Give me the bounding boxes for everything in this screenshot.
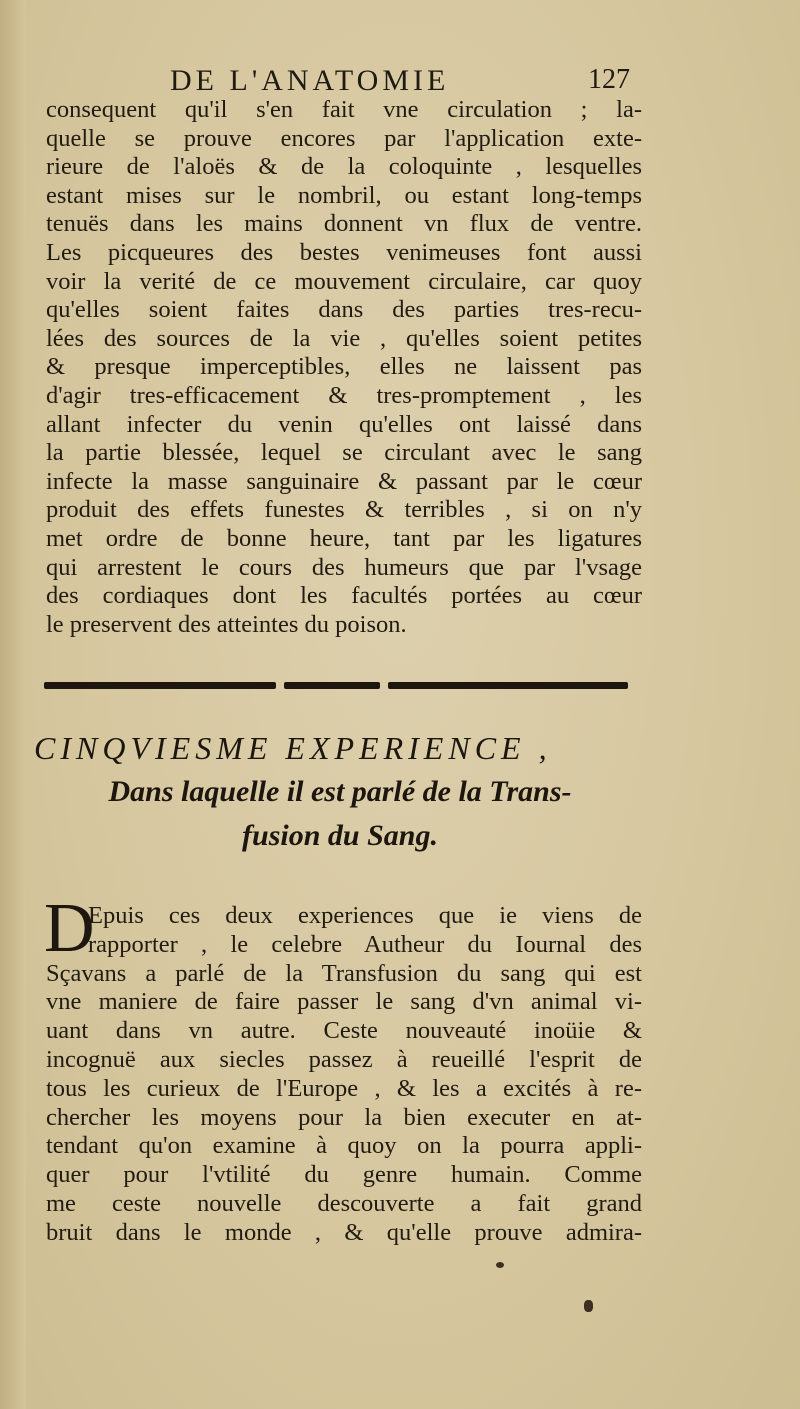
running-head: DE L'ANATOMIE — [170, 64, 450, 97]
drop-cap: D — [44, 890, 95, 967]
text-line: bruit dans le monde , & qu'elle prouve admira- — [46, 1218, 642, 1246]
text-line: estant mises sur le nombril, ou estant long-temps — [46, 181, 642, 209]
binding-shadow — [0, 0, 26, 1409]
text-line: rapporter , le celebre Autheur du Iournal des — [88, 930, 642, 958]
ink-speck — [584, 1300, 593, 1312]
text-line: me ceste nouvelle descouverte a fait grand — [46, 1189, 642, 1217]
chapter-subtitle — [60, 770, 620, 858]
text-line: vne maniere de faire passer le sang d'vn animal vi- — [46, 988, 642, 1016]
divider-rule — [388, 682, 628, 689]
text-line: rieure de l'aloës & de la coloquinte , lesquelles — [46, 153, 642, 181]
divider-rule — [44, 682, 276, 689]
ornamental-divider — [44, 680, 628, 690]
text-line: quelle se prouve encores par l'application exte- — [46, 124, 642, 152]
text-line: qui arrestent le cours des humeurs que par l'vsage — [46, 553, 642, 581]
text-line: consequent qu'il s'en fait vne circulation ; la- — [46, 96, 642, 123]
ink-speck — [496, 1262, 504, 1268]
text-line: tenuës dans les mains donnent vn flux de ventre. — [46, 210, 642, 238]
page-number: 127 — [588, 64, 630, 95]
text-line: la partie blessée, lequel se circulant avec le sang — [46, 439, 642, 467]
text-line: Epuis ces deux experiences que ie viens de — [88, 902, 642, 929]
text-line: tous les curieux de l'Europe , & les a excités à re- — [46, 1074, 642, 1102]
text-line: Sçavans a parlé de la Transfusion du sang qui est — [46, 959, 642, 987]
text-line: incognuë aux siecles passez à reueillé l'esprit de — [46, 1045, 642, 1073]
subtitle-line: fusion du Sang. — [242, 819, 438, 852]
text-line: voir la verité de ce mouvement circulaire, car quoy — [46, 267, 642, 295]
text-line: qu'elles soient faites dans des parties tres-recu- — [46, 296, 642, 324]
text-line: lées des sources de la vie , qu'elles soient petites — [46, 324, 642, 352]
divider-rule — [284, 682, 380, 689]
paragraph-body — [46, 902, 642, 1248]
text-line: quer pour l'vtilité du genre humain. Comme — [46, 1161, 642, 1189]
text-line: uant dans vn autre. Ceste nouveauté inoüie & — [46, 1017, 642, 1045]
chapter-title: CINQVIESME EXPERIENCE , — [34, 730, 552, 766]
text-line: chercher les moyens pour la bien executer en at- — [46, 1103, 642, 1131]
text-line: Les picqueures des bestes venimeuses font aussi — [46, 238, 642, 266]
text-line: produit des effets funestes & terribles , si on n'y — [46, 496, 642, 524]
text-line: d'agir tres-efficacement & tres-promptement , les — [46, 381, 642, 409]
text-line: met ordre de bonne heure, tant par les ligatures — [46, 524, 642, 552]
subtitle-line: Dans laquelle il est parlé de la Trans- — [108, 775, 572, 808]
text-line: & presque imperceptibles, elles ne laissent pas — [46, 353, 642, 381]
text-line: tendant qu'on examine à quoy on la pourra appli- — [46, 1132, 642, 1160]
text-line: allant infecter du venin qu'elles ont laissé dans — [46, 410, 642, 438]
text-line: infecte la masse sanguinaire & passant par le cœur — [46, 467, 642, 495]
text-line: des cordiaques dont les facultés portées au cœur — [46, 582, 642, 610]
text-line: le preservent des atteintes du poison. — [46, 610, 407, 638]
paragraph-continued — [46, 96, 642, 639]
